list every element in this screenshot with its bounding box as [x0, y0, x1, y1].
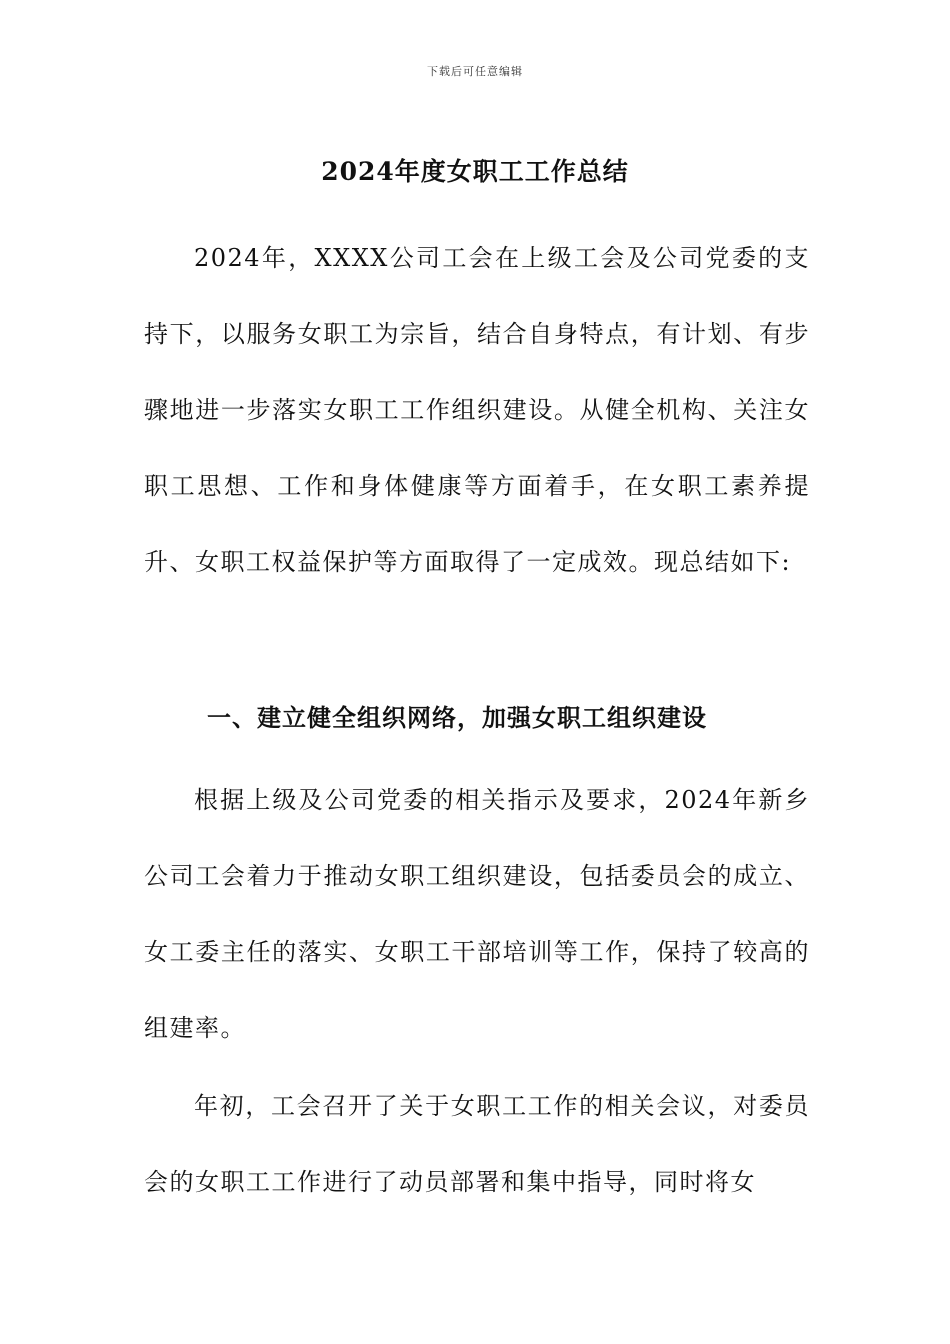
body-paragraph: 年初，工会召开了关于女职工工作的相关会议，对委员会的女职工工作进行了动员部署和集中指导，同时将女	[144, 1092, 810, 1196]
document-title: 2024年度女职工工作总结	[321, 157, 629, 186]
section-heading-1: 一、建立健全组织网络，加强女职工组织建设	[207, 703, 707, 732]
intro-paragraph: 2024年，XXXX公司工会在上级工会及公司党委的支持下，以服务女职工为宗旨，结合自身特点，有计划、有步骤地进一步落实女职工工作组织建设。从健全机构、关注女职工思想、工作和身体健康等方面着手，在女职工素养提升、女职工权益保护等方面取得了一定成效。现总结如下:	[144, 244, 810, 576]
body-paragraph: 根据上级及公司党委的相关指示及要求，2024年新乡公司工会着力于推动女职工组织建设，包括委员会的成立、女工委主任的落实、女职工干部培训等工作，保持了较高的组建率。	[144, 786, 810, 1042]
page-header-note: 下载后可任意编辑	[427, 65, 523, 78]
